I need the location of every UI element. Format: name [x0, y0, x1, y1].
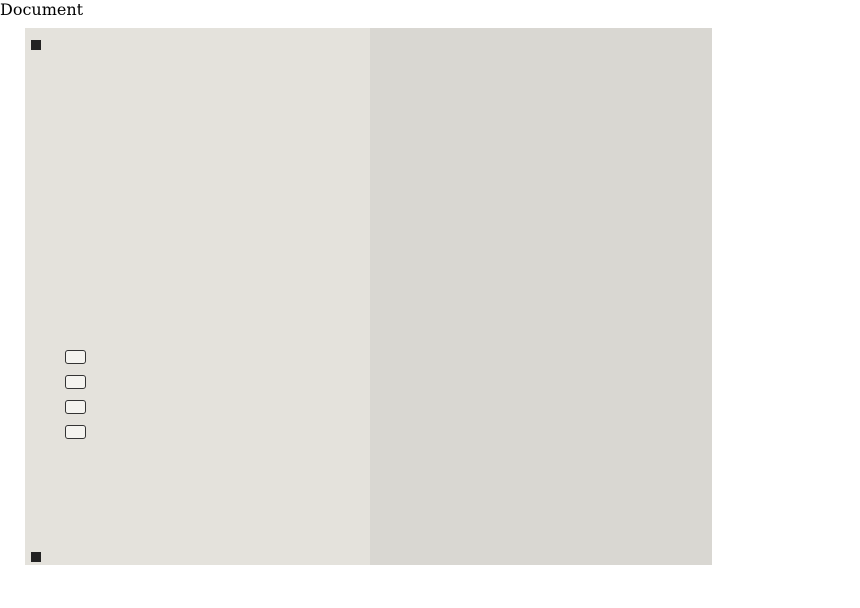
- exam-page-1: [25, 28, 370, 565]
- corner-registration-mark: [31, 40, 41, 50]
- corner-registration-mark: [31, 552, 41, 562]
- answer-box[interactable]: [65, 375, 86, 389]
- answer-box[interactable]: [65, 350, 86, 364]
- scanned-exam-spread: [25, 28, 712, 565]
- answer-box[interactable]: [65, 400, 86, 414]
- answer-box[interactable]: [65, 425, 86, 439]
